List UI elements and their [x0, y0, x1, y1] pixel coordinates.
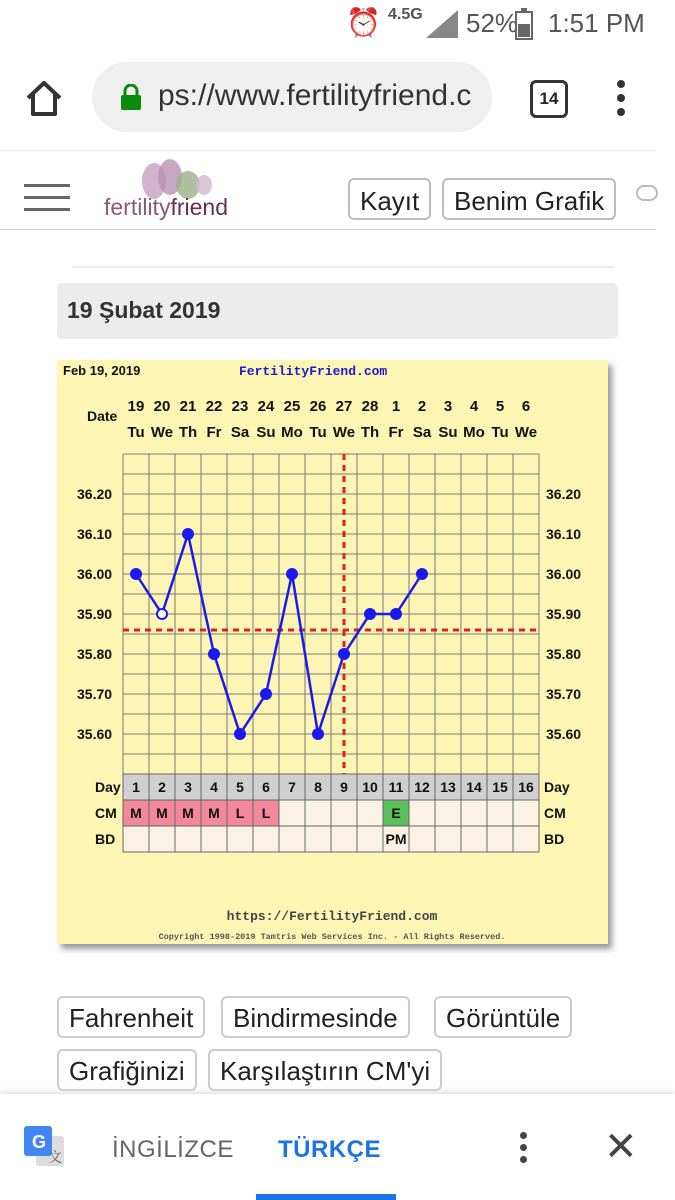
bd-cell [357, 826, 383, 852]
network-label: 4.5G [388, 6, 423, 23]
overlay-button[interactable]: Bindirmesinde [221, 996, 410, 1038]
bd-cell [435, 826, 461, 852]
date-band [57, 283, 618, 339]
day-cell-text: 13 [440, 779, 456, 795]
bd-cell [227, 826, 253, 852]
bd-cell [409, 826, 435, 852]
my-chart-button[interactable]: Benim Grafik [442, 178, 616, 220]
y-tick-label-left: 36.20 [77, 486, 113, 502]
weekday-tick-label: Fr [388, 424, 404, 441]
bd-cell [175, 826, 201, 852]
register-button[interactable]: Kayıt [348, 178, 431, 220]
bd-cell [487, 826, 513, 852]
temperature-point [209, 649, 219, 659]
temperature-point [157, 609, 167, 619]
weekday-tick-label: We [150, 424, 174, 441]
weekday-tick-label: Tu [491, 424, 509, 441]
hamburger-menu-icon[interactable] [24, 184, 70, 220]
tab-switcher-button[interactable]: 14 [530, 80, 568, 118]
temperature-point [365, 609, 375, 619]
y-tick-label-left: 35.70 [77, 686, 113, 702]
bd-cell [461, 826, 487, 852]
temperature-point [131, 569, 141, 579]
cm-cell-text: M [208, 805, 220, 821]
cm-cell-text: M [182, 805, 194, 821]
date-tick-label: 4 [469, 398, 479, 415]
y-tick-label-right: 36.00 [546, 566, 582, 582]
source-language-tab[interactable]: İNGİLİZCE [112, 1136, 234, 1163]
y-tick-label-right: 35.60 [546, 726, 582, 742]
svg-text:文: 文 [48, 1150, 62, 1166]
lock-icon [120, 84, 142, 110]
date-tick-label: 20 [153, 398, 171, 415]
day-cell-text: 1 [132, 779, 140, 795]
active-tab-indicator [256, 1194, 396, 1200]
date-row-label: Date [87, 408, 118, 424]
weekday-tick-label: Fr [206, 424, 222, 441]
bd-cell-text: PM [385, 831, 407, 847]
svg-text:G: G [32, 1132, 47, 1152]
date-tick-label: 24 [257, 398, 275, 415]
date-tick-label: 6 [521, 398, 531, 415]
day-row-label-right: Day [544, 779, 570, 795]
battery-percent: 52% [466, 8, 519, 38]
cm-cell-text: L [261, 805, 271, 821]
date-tick-label: 19 [127, 398, 145, 415]
bd-cell [331, 826, 357, 852]
bd-row-label: BD [95, 831, 116, 847]
weekday-tick-label: Sa [230, 424, 250, 441]
day-cell-text: 2 [158, 779, 166, 795]
temperature-point [183, 529, 193, 539]
bd-row-label-right: BD [544, 831, 565, 847]
day-cell-text: 7 [288, 779, 296, 795]
address-bar[interactable] [92, 62, 492, 132]
date-tick-label: 27 [335, 398, 353, 415]
browser-toolbar [0, 48, 675, 148]
footer-url: https://FertilityFriend.com [226, 909, 438, 924]
date-tick-label: 28 [361, 398, 379, 415]
day-cell-text: 11 [388, 779, 404, 795]
day-cell-text: 14 [466, 779, 482, 795]
date-tick-label: 25 [283, 398, 301, 415]
bd-cell [201, 826, 227, 852]
cm-row-label: CM [95, 805, 117, 821]
weekday-tick-label: Su [438, 424, 458, 441]
temperature-point [235, 729, 245, 739]
day-cell-text: 9 [340, 779, 348, 795]
day-row-label: Day [95, 779, 121, 795]
day-cell-text: 6 [262, 779, 270, 795]
weekday-tick-label: Th [178, 424, 198, 441]
cm-cell [435, 800, 461, 826]
date-tick-label: 22 [205, 398, 223, 415]
chart-background [57, 360, 608, 944]
bd-cell [123, 826, 149, 852]
weekday-tick-label: Su [256, 424, 276, 441]
divider [72, 266, 614, 268]
day-cell-text: 10 [362, 779, 378, 795]
weekday-tick-label: Th [360, 424, 380, 441]
chart-title: FertilityFriend.com [239, 364, 388, 379]
compare-cm-button[interactable]: Karşılaştırın CM'yi [208, 1049, 442, 1091]
date-tick-label: 23 [231, 398, 249, 415]
temperature-point [417, 569, 427, 579]
chart-date-label: Feb 19, 2019 [63, 363, 141, 378]
day-cell-text: 5 [236, 779, 244, 795]
translate-bar [0, 1094, 675, 1200]
cm-cell [331, 800, 357, 826]
y-tick-label-right: 35.70 [546, 686, 582, 702]
fahrenheit-button[interactable]: Fahrenheit [57, 996, 205, 1038]
weekday-tick-label: Tu [309, 424, 327, 441]
url-text: ps://www.fertilityfriend.c [158, 79, 472, 112]
chat-bubble-icon[interactable] [636, 185, 658, 201]
cm-cell [487, 800, 513, 826]
cm-cell-text: E [391, 805, 401, 821]
weekday-tick-label: We [514, 424, 538, 441]
bd-cell [279, 826, 305, 852]
date-tick-label: 2 [417, 398, 427, 415]
date-tick-label: 21 [179, 398, 197, 415]
date-tick-label: 1 [391, 398, 401, 415]
page-date-heading: 19 Şubat 2019 [67, 297, 221, 323]
day-cell-text: 16 [518, 779, 534, 795]
y-tick-label-left: 36.10 [77, 526, 113, 542]
cm-cell [279, 800, 305, 826]
y-tick-label-right: 36.20 [546, 486, 582, 502]
weekday-tick-label: Tu [127, 424, 145, 441]
cm-cell-text: M [130, 805, 142, 821]
y-tick-label-left: 36.00 [77, 566, 113, 582]
cm-cell [357, 800, 383, 826]
y-tick-label-left: 35.90 [77, 606, 113, 622]
cm-cell [461, 800, 487, 826]
bd-cell [253, 826, 279, 852]
y-tick-label-left: 35.80 [77, 646, 113, 662]
copyright-text: Copyright 1998-2019 Tamtris Web Services Inc. - All Rights Reserved. [158, 932, 506, 942]
target-language-tab[interactable]: TÜRKÇE [278, 1136, 381, 1163]
bbt-chart [57, 360, 608, 944]
google-translate-icon[interactable] [24, 1126, 66, 1168]
bd-cell [513, 826, 539, 852]
logo-text: fertilityfriend [104, 194, 228, 220]
date-tick-label: 5 [495, 398, 505, 415]
weekday-tick-label: Mo [463, 424, 485, 441]
cm-row-label-right: CM [544, 805, 566, 821]
date-tick-label: 26 [309, 398, 327, 415]
signal-icon [426, 10, 458, 38]
chart-canvas [57, 360, 608, 944]
temperature-point [391, 609, 401, 619]
cm-cell [513, 800, 539, 826]
day-cell-text: 8 [314, 779, 322, 795]
cm-cell-text: M [156, 805, 168, 821]
temperature-point [313, 729, 323, 739]
weekday-tick-label: Mo [281, 424, 303, 441]
clock: 1:51 PM [548, 8, 645, 38]
date-tick-label: 3 [443, 398, 453, 415]
day-cell-text: 15 [492, 779, 508, 795]
cm-cell [409, 800, 435, 826]
browser-menu-icon[interactable] [617, 80, 625, 116]
temperature-point [287, 569, 297, 579]
y-tick-label-right: 36.10 [546, 526, 582, 542]
weekday-tick-label: We [332, 424, 356, 441]
site-header [0, 150, 656, 230]
status-bar [0, 0, 675, 48]
cm-cell [305, 800, 331, 826]
translate-menu-icon[interactable] [520, 1132, 528, 1168]
close-icon[interactable]: ✕ [604, 1125, 638, 1169]
view-button[interactable]: Görüntüle [434, 996, 572, 1038]
day-cell-text: 4 [210, 779, 218, 795]
bd-cell [305, 826, 331, 852]
y-tick-label-right: 35.80 [546, 646, 582, 662]
y-tick-label-right: 35.90 [546, 606, 582, 622]
battery-icon [515, 8, 533, 40]
alarm-icon: ⏰ [346, 7, 381, 38]
temperature-point [339, 649, 349, 659]
your-chart-button[interactable]: Grafiğinizi [57, 1049, 197, 1091]
y-tick-label-left: 35.60 [77, 726, 113, 742]
home-icon[interactable] [22, 76, 66, 120]
weekday-tick-label: Sa [412, 424, 432, 441]
day-cell-text: 12 [414, 779, 430, 795]
bd-cell [149, 826, 175, 852]
temperature-point [261, 689, 271, 699]
day-cell-text: 3 [184, 779, 192, 795]
cm-cell-text: L [235, 805, 245, 821]
